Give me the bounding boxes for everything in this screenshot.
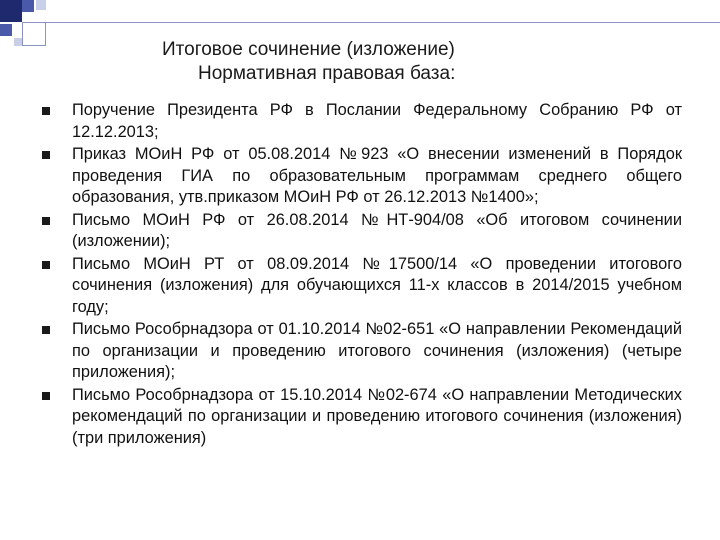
list-item <box>42 319 682 384</box>
list-item <box>42 385 682 450</box>
list-item-text: Письмо МОиН РТ от 08.09.2014 №17500/14 «О проведении итогового сочинения (изложения) для обучающихся 11-х классов в 2014/2015 учебном году; <box>72 254 682 316</box>
bullet-square-icon <box>42 261 50 269</box>
list-item <box>42 210 682 253</box>
slide-title <box>150 38 610 86</box>
bullet-square-icon <box>42 107 50 115</box>
regulation-list <box>42 100 682 450</box>
bullet-square-icon <box>42 151 50 159</box>
bullet-square-icon <box>42 217 50 225</box>
corner-square-dark <box>0 0 22 22</box>
list-item <box>42 144 682 209</box>
list-item-text: Письмо Рособрнадзора от 01.10.2014 №02-651 «О направлении Рекомендаций по организации и проведению итогового сочинения (изложения) (четыре приложения); <box>72 320 682 381</box>
list-item-text: Письмо Рособрнадзора от 15.10.2014 №02-674 «О направлении Методических рекомендаций по организации и проведению итогового сочинения (изложения) (три приложения) <box>72 385 682 447</box>
corner-square-light <box>36 0 46 10</box>
corner-square-mid <box>22 0 34 12</box>
corner-square-light-lower <box>14 38 22 46</box>
title-line-2: Нормативная правовая база: <box>198 63 456 84</box>
corner-square-outline <box>22 22 46 46</box>
list-item-text: Приказ МОиН РФ от 05.08.2014 №923 «О внесении изменений в Порядок проведения ГИА по образовательным программам среднего общего образования, утв.приказом МОиН РФ от 26.12.2013 №1400»; <box>72 145 682 206</box>
list-item-text: Письмо МОиН РФ от 26.08.2014 №НТ-904/08 «Об итоговом сочинении (изложении); <box>72 210 682 250</box>
list-item-text: Поручение Президента РФ в Послании Федеральному Собранию РФ от 12.12.2013; <box>72 101 682 141</box>
header-rule-line <box>46 22 720 23</box>
list-item <box>42 254 682 319</box>
title-line-1: Итоговое сочинение (изложение) <box>162 39 455 60</box>
corner-square-mid-lower <box>0 24 12 36</box>
bullet-square-icon <box>42 392 50 400</box>
list-item <box>42 100 682 143</box>
bullet-square-icon <box>42 326 50 334</box>
